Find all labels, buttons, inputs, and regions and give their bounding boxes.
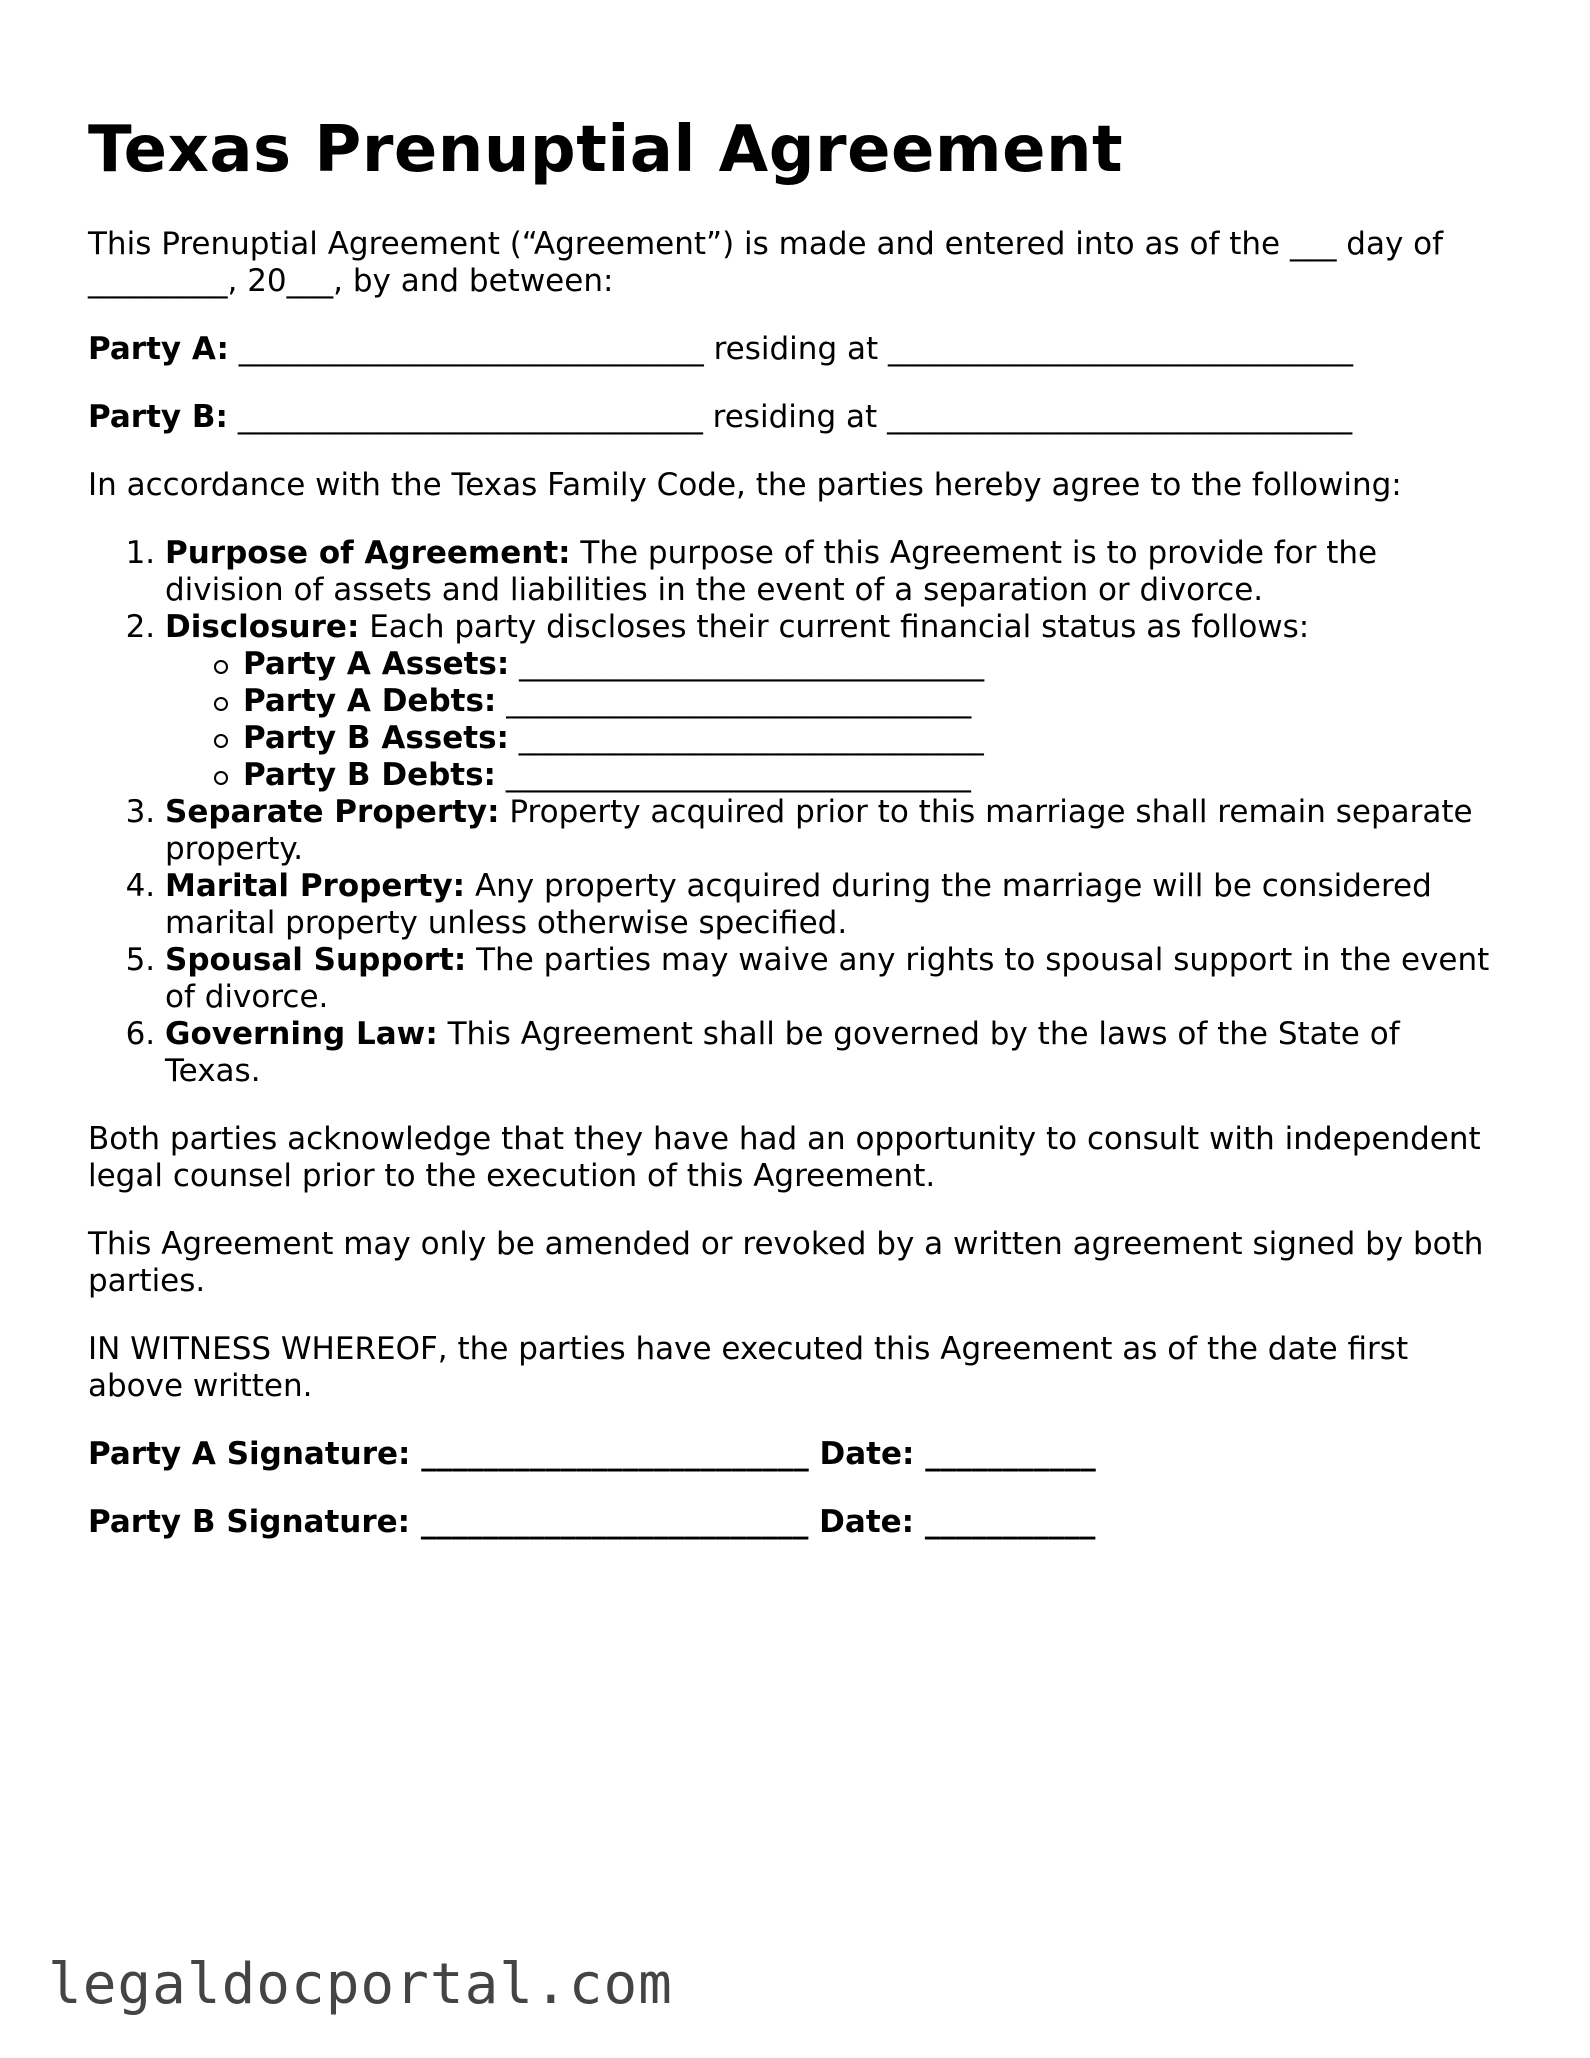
term-item (165, 868, 1502, 942)
party-b-debts-field[interactable]: ______________________________ (505, 757, 971, 793)
disclosure-item (243, 757, 1502, 794)
intro-line-1: This Prenuptial Agreement (“Agreement”) is made and entered into as of the ___ day of (88, 226, 1444, 262)
party-a-residing-label: residing at (713, 331, 879, 367)
party-a-date-field[interactable]: ___________ (925, 1436, 1096, 1472)
term-text: Property acquired prior to this marriage shall remain separate property. (165, 794, 1473, 867)
term-heading: Separate Property: (165, 794, 500, 830)
party-a-assets-field[interactable]: ______________________________ (519, 646, 985, 682)
party-a-date-label: Date: (819, 1436, 915, 1472)
party-a-signature-line (88, 1436, 1502, 1473)
disclosure-item (243, 720, 1502, 757)
terms-list (88, 535, 1502, 1090)
party-b-residing-label: residing at (712, 399, 878, 435)
party-b-assets-label: Party B Assets: (243, 720, 509, 756)
accordance-paragraph: In accordance with the Texas Family Code, the parties hereby agree to the following: (88, 467, 1402, 503)
term-heading: Disclosure: (165, 609, 360, 645)
party-b-signature-field[interactable]: _________________________ (420, 1504, 809, 1540)
term-heading: Marital Property: (165, 868, 466, 904)
term-heading: Spousal Support: (165, 942, 467, 978)
party-b-name-field[interactable]: ______________________________ (237, 399, 703, 435)
term-item (165, 794, 1502, 868)
term-item (165, 609, 1502, 794)
party-a-assets-label: Party A Assets: (243, 646, 510, 682)
witness-paragraph: IN WITNESS WHEREOF, the parties have executed this Agreement as of the date first above written. (88, 1331, 1409, 1404)
term-text: This Agreement shall be governed by the laws of the State of Texas. (165, 1016, 1400, 1089)
disclosure-list (165, 646, 1502, 794)
term-item (165, 942, 1502, 1016)
party-b-signature-label: Party B Signature: (88, 1504, 411, 1540)
intro-line-2: _________, 20___, by and between: (88, 263, 614, 299)
disclosure-item (243, 683, 1502, 720)
party-a-signature-field[interactable]: _________________________ (421, 1436, 809, 1472)
term-text: Any property acquired during the marriage will be considered marital property unless otherwise specified. (165, 868, 1432, 941)
party-b-date-label: Date: (819, 1504, 915, 1540)
term-heading: Purpose of Agreement: (165, 535, 571, 571)
site-watermark: legaldocportal.com (48, 1952, 673, 2017)
party-a-debts-label: Party A Debts: (243, 683, 497, 719)
party-a-name-field[interactable]: ______________________________ (238, 331, 704, 367)
party-a-signature-label: Party A Signature: (88, 1436, 411, 1472)
disclosure-item (243, 646, 1502, 683)
party-a-label: Party A: (88, 331, 229, 367)
term-item (165, 535, 1502, 609)
party-a-line (88, 331, 1502, 368)
term-text: The parties may waive any rights to spousal support in the event of divorce. (165, 942, 1490, 1015)
counsel-paragraph: Both parties acknowledge that they have had an opportunity to consult with independent legal counsel prior to the execution of this Agreement. (88, 1121, 1481, 1194)
term-text: Each party discloses their current financial status as follows: (369, 609, 1310, 645)
term-text: The purpose of this Agreement is to provide for the division of assets and liabilities in the event of a separation or divorce. (165, 535, 1378, 608)
term-item (165, 1016, 1502, 1090)
term-heading: Governing Law: (165, 1016, 438, 1052)
party-b-line (88, 399, 1502, 436)
document-title: Texas Prenuptial Agreement (88, 113, 1124, 187)
party-b-date-field[interactable]: ___________ (924, 1504, 1096, 1540)
party-b-assets-field[interactable]: ______________________________ (518, 720, 984, 756)
party-b-debts-label: Party B Debts: (243, 757, 496, 793)
document-page (88, 110, 1502, 1572)
amend-paragraph: This Agreement may only be amended or revoked by a written agreement signed by both parties. (88, 1226, 1484, 1299)
intro-paragraph (88, 226, 1502, 300)
party-a-address-field[interactable]: ______________________________ (888, 331, 1353, 367)
party-a-debts-field[interactable]: ______________________________ (506, 683, 972, 719)
party-b-label: Party B: (88, 399, 228, 435)
party-b-signature-line (88, 1504, 1502, 1541)
party-b-address-field[interactable]: ______________________________ (887, 399, 1353, 435)
